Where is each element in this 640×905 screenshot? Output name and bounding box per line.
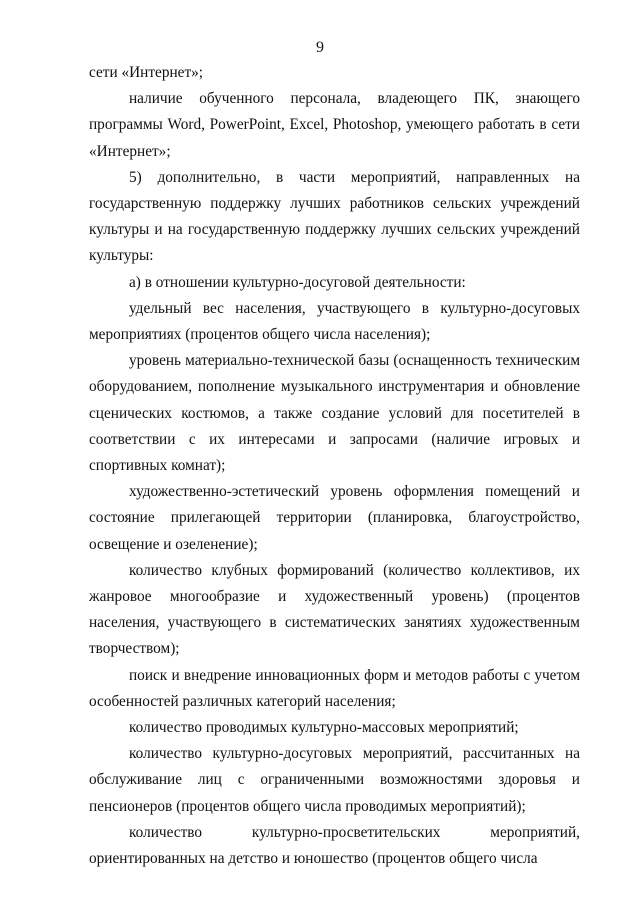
paragraph: количество культурно-просветительских мероприятий, ориентированных на детство и юношество (процентов общего числа	[89, 823, 580, 868]
paragraph: уровень материально-технической базы (оснащенность техническим оборудованием, пополнение музыкального инструментария и обновление сценических костюмов, а также создание условий для посетителей в соответствии с их интересами и запросами (наличие игровых и спортивных комнат);	[89, 352, 580, 475]
paragraph: 5) дополнительно, в части мероприятий, направленных на государственную поддержку лучших работников сельских учреждений культуры и на государственную поддержку лучших сельских учреждений культуры:	[89, 168, 580, 265]
paragraph: а) в отношении культурно-досуговой деятельности:	[129, 273, 466, 291]
paragraph: художественно-эстетический уровень оформления помещений и состояние прилегающей территории (планировка, благоустройство, освещение и озеленение);	[89, 483, 580, 553]
paragraph: количество культурно-досуговых мероприятий, рассчитанных на обслуживание лиц с ограниченными возможностями здоровья и пенсионеров (процентов общего числа проводимых мероприятий);	[89, 745, 580, 815]
paragraph: количество клубных формирований (количество коллективов, их жанровое многообразие и художественный уровень) (процентов населения, участвующего в систематических занятиях художественным творчеством);	[89, 561, 580, 658]
paragraph: поиск и внедрение инновационных форм и методов работы с учетом особенностей различных категорий населения;	[89, 666, 580, 710]
paragraph: сети «Интернет»;	[89, 64, 204, 81]
paragraph: количество проводимых культурно-массовых мероприятий;	[129, 719, 519, 737]
paragraph: наличие обученного персонала, владеющего ПК, знающего программы Word, PowerPoint, Excel, Photoshop, умеющего работать в сети «Интернет»;	[89, 90, 580, 160]
page-number: 9	[316, 39, 324, 56]
document-body	[89, 60, 580, 872]
paragraph: удельный вес населения, участвующего в культурно-досуговых мероприятиях (процентов общего числа населения);	[89, 299, 580, 344]
